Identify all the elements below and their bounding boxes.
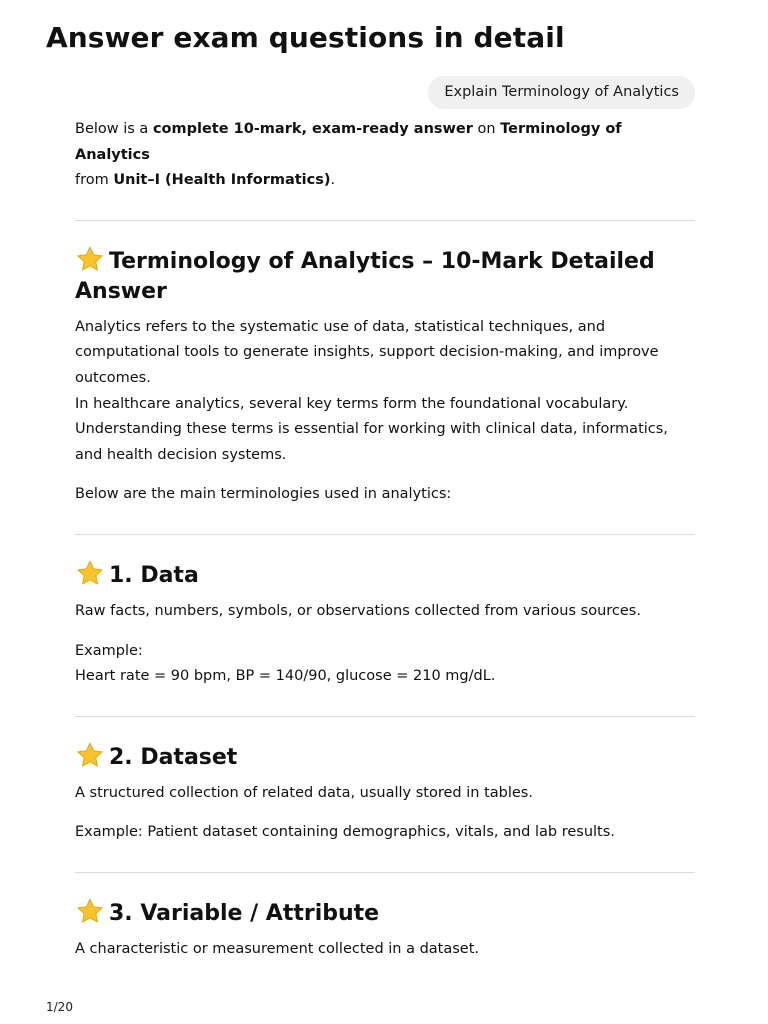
- analytics-definition-line1: Analytics refers to the systematic use of data, statistical techniques, and computational tools to generate insights, support decision-making, and improve outcomes.: [75, 318, 659, 386]
- intro-text-2: on: [472, 121, 501, 137]
- data-example-label: Example:: [75, 642, 143, 659]
- variable-definition: A characteristic or measurement collected in a dataset.: [75, 940, 480, 957]
- divider: [75, 220, 695, 221]
- section-heading-data: [75, 559, 695, 591]
- data-definition: Raw facts, numbers, symbols, or observations collected from various sources.: [75, 602, 641, 619]
- section-heading-dataset: [75, 741, 695, 773]
- star-icon: [75, 741, 105, 769]
- section-heading-dataset-text: 2. Dataset: [109, 744, 238, 770]
- data-example: [75, 639, 695, 690]
- section-heading-variable-text: 3. Variable / Attribute: [109, 900, 380, 926]
- dataset-example: Example: Patient dataset containing demographics, vitals, and lab results.: [75, 824, 615, 841]
- intro-text-1: Below is a: [75, 121, 153, 137]
- intro-text-3: from: [75, 172, 114, 189]
- intro-text-4: .: [330, 172, 336, 189]
- terminologies-lead: Below are the main terminologies used in analytics:: [75, 486, 452, 503]
- main-heading: [75, 245, 695, 307]
- intro-paragraph: [75, 117, 695, 194]
- intro-bold-3: Unit–I (Health Informatics): [113, 172, 331, 189]
- main-heading-text: Terminology of Analytics – 10-Mark Detailed Answer: [75, 248, 655, 304]
- page-indicator: 1/20: [46, 1000, 73, 1014]
- data-example-text: Heart rate = 90 bpm, BP = 140/90, glucose = 210 mg/dL.: [75, 668, 496, 685]
- star-icon: [75, 245, 105, 273]
- divider: [75, 872, 695, 873]
- intro-bold-1: complete 10-mark, exam-ready answer: [152, 121, 473, 137]
- star-icon: [75, 559, 105, 587]
- page-title: Answer exam questions in detail: [46, 21, 565, 54]
- divider: [75, 534, 695, 535]
- intro-bold-2: Terminology of Analytics: [75, 121, 622, 163]
- answer-content: [75, 117, 695, 963]
- dataset-definition: A structured collection of related data, usually stored in tables.: [75, 784, 533, 801]
- divider: [75, 716, 695, 717]
- star-icon: [75, 897, 105, 925]
- user-prompt-bubble: Explain Terminology of Analytics: [428, 76, 695, 109]
- analytics-definition-line2: In healthcare analytics, several key terms form the foundational vocabulary. Understanding these terms is essential for working with clinical data, informatics, and health decision systems.: [75, 395, 668, 463]
- section-heading-variable: [75, 897, 695, 929]
- analytics-definition: [75, 315, 695, 469]
- section-heading-data-text: 1. Data: [109, 562, 199, 588]
